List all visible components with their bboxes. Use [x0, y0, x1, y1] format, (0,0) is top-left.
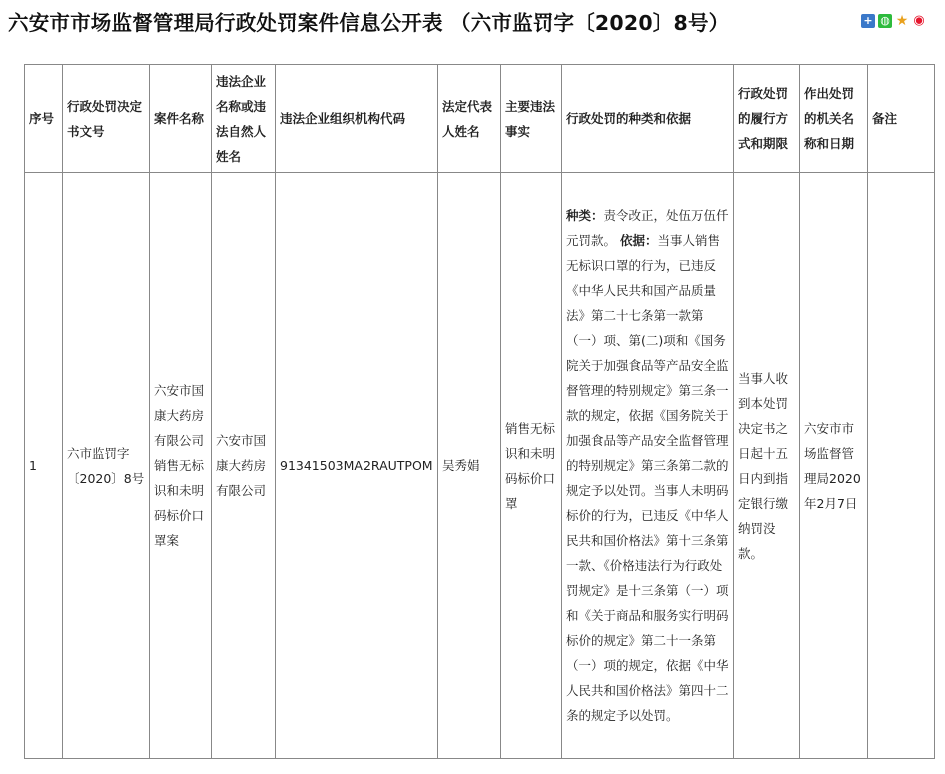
- table-header-row: [25, 65, 935, 173]
- penalty-kind: 责令改正，处伍万伍仟元罚款。: [566, 208, 729, 248]
- cell-party: 六安市国康大药房有限公司: [212, 173, 276, 759]
- table-row: [25, 173, 935, 759]
- penalty-basis: 当事人销售无标识口罩的行为，已违反《中华人民共和国产品质量法》第二十七条第一款第（一）项、第(二)项和《国务院关于加强食品等产品安全监督管理的特别规定》第三条一款的规定，依据《国务院关于加强食品等产品安全监督管理的特别规定》第三条第二款的规定予以处罚。当事人未明码标价的行为，已违反《中华人民共和国价格法》第十三条第一款、《价格违法行为行政处罚规定》是十三条第（一）项和《关于商品和服务实行明码标价的规定》第二十一条第（一）项的规定，依据《中华人民共和国价格法》第四十二条的规定予以处罚。: [566, 233, 729, 723]
- penalty-basis-label: 依据：: [620, 233, 658, 248]
- wechat-icon[interactable]: ◍: [878, 14, 892, 28]
- header-org-code: 违法企业组织机构代码: [276, 65, 438, 173]
- cell-case-name: 六安市国康大药房有限公司销售无标识和未明码标价口罩案: [150, 173, 212, 759]
- weibo-icon[interactable]: ◉: [913, 13, 925, 28]
- qzone-icon[interactable]: ★: [895, 13, 909, 29]
- cell-penalty: [562, 173, 734, 759]
- header-legal-rep: 法定代表人姓名: [438, 65, 501, 173]
- header-seq: 序号: [25, 65, 63, 173]
- cell-authority: 六安市市场监督管理局2020年2月7日: [800, 173, 868, 759]
- header-authority: 作出处罚的机关名称和日期: [800, 65, 868, 173]
- cell-seq: 1: [25, 173, 63, 759]
- share-bar: [861, 14, 926, 28]
- header-penalty: 行政处罚的种类和依据: [562, 65, 734, 173]
- cell-doc-no: 六市监罚字〔2020〕8号: [63, 173, 150, 759]
- header-facts: 主要违法事实: [501, 65, 562, 173]
- cell-facts: 销售无标识和未明码标价口罩: [501, 173, 562, 759]
- header-remark: 备注: [868, 65, 935, 173]
- header-case-name: 案件名称: [150, 65, 212, 173]
- header-performance: 行政处罚的履行方式和期限: [734, 65, 800, 173]
- cell-org-code: 91341503MA2RAUTPOM: [276, 173, 438, 759]
- penalty-info-table: [24, 64, 935, 759]
- cell-performance: 当事人收到本处罚决定书之日起十五日内到指定银行缴纳罚没款。: [734, 173, 800, 759]
- penalty-kind-label: 种类：: [566, 208, 604, 223]
- page-title: 六安市市场监督管理局行政处罚案件信息公开表 （六市监罚字〔2020〕8号）: [8, 11, 730, 35]
- share-plus-icon[interactable]: +: [861, 14, 875, 28]
- cell-legal-rep: 吴秀娟: [438, 173, 501, 759]
- header-party: 违法企业名称或违法自然人姓名: [212, 65, 276, 173]
- cell-remark: [868, 173, 935, 759]
- header-doc-no: 行政处罚决定书文号: [63, 65, 150, 173]
